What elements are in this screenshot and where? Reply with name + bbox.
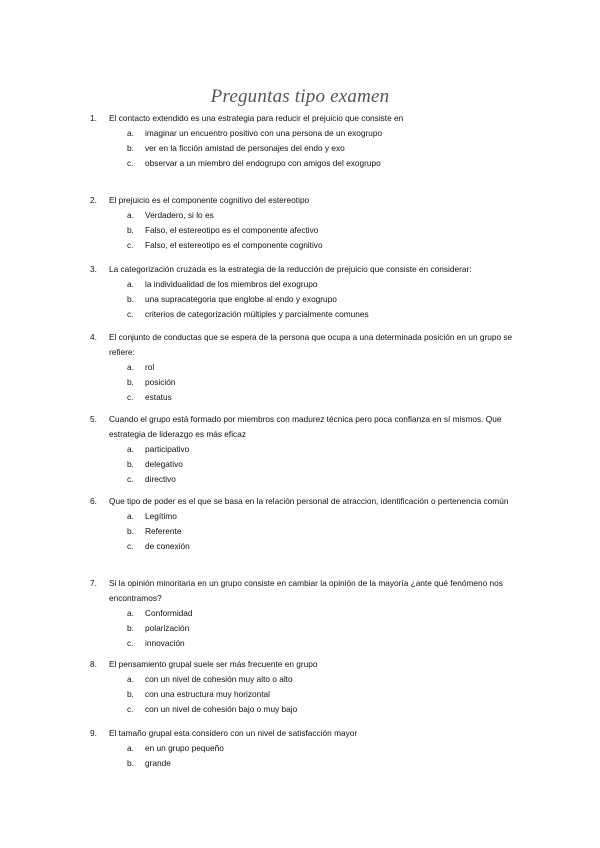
option-b — [127, 292, 530, 307]
option-b — [127, 524, 530, 539]
option-text: la individualidad de los miembros del exogrupo — [145, 279, 318, 289]
option-a — [127, 509, 530, 524]
option-c — [127, 636, 530, 651]
question-1 — [90, 111, 530, 171]
option-c — [127, 390, 530, 405]
option-a — [127, 442, 530, 457]
option-c — [127, 238, 530, 253]
option-text: Referente — [145, 526, 182, 536]
option-text: rol — [145, 362, 155, 372]
option-letter: c. — [127, 158, 134, 168]
option-text: con un nivel de cohesión bajo o muy bajo — [145, 704, 298, 714]
question-8 — [90, 657, 530, 717]
option-letter: c. — [127, 240, 134, 250]
question-number: 2. — [90, 195, 97, 205]
question-2 — [90, 193, 530, 253]
option-letter: b. — [127, 225, 134, 235]
option-text: posición — [145, 377, 176, 387]
option-b — [127, 457, 530, 472]
option-letter: c. — [127, 392, 134, 402]
option-text: en un grupo pequeño — [145, 743, 224, 753]
option-text: imaginar un encuentro positivo con una persona de un exogrupo — [145, 128, 383, 138]
question-number: 4. — [90, 332, 97, 342]
option-text: observar a un miembro del endogrupo con amigos del exogrupo — [145, 158, 381, 168]
option-a — [127, 741, 530, 756]
question-text: El tamaño grupal esta considero con un nivel de satisfacción mayor — [109, 728, 358, 738]
option-text: delegativo — [145, 459, 183, 469]
option-letter: b. — [127, 689, 134, 699]
question-text: Si la opinión minoritaria en un grupo consiste en cambiar la opinión de la mayoría ¿ante qué fenómeno nos encontramos? — [109, 578, 503, 603]
option-text: polarización — [145, 623, 190, 633]
option-text: Falso, el estereotipo es el componente cognitivo — [145, 240, 323, 250]
question-text: El prejuicio es el componente cognitivo del estereotipo — [109, 195, 310, 205]
question-number: 6. — [90, 496, 97, 506]
question-text: Que tipo de poder es el que se basa en la relación personal de atraccion, identificación o pertenencia común — [109, 496, 509, 506]
option-a — [127, 606, 530, 621]
option-a — [127, 126, 530, 141]
option-a — [127, 672, 530, 687]
option-c — [127, 156, 530, 171]
question-number: 7. — [90, 578, 97, 588]
question-3 — [90, 262, 530, 322]
option-b — [127, 223, 530, 238]
option-text: ver en la ficción amistad de personajes del endo y exo — [145, 143, 345, 153]
option-a — [127, 277, 530, 292]
option-c — [127, 702, 530, 717]
option-letter: a. — [127, 362, 134, 372]
option-text: Falso, el estereotipo es el componente afectivo — [145, 225, 319, 235]
question-text: El conjunto de conductas que se espera de la persona que ocupa a una determinada posición en un grupo se refiere: — [109, 332, 513, 357]
option-letter: a. — [127, 444, 134, 454]
option-b — [127, 375, 530, 390]
option-letter: b. — [127, 526, 134, 536]
question-6 — [90, 494, 530, 554]
option-text: Legítimo — [145, 511, 177, 521]
option-text: criterios de categorización múltiples y parcialmente comunes — [145, 309, 369, 319]
option-c — [127, 472, 530, 487]
option-letter: a. — [127, 674, 134, 684]
option-letter: a. — [127, 511, 134, 521]
option-text: con un nivel de cohesión muy alto o alto — [145, 674, 293, 684]
option-text: una supracategoria que englobe al endo y exogrupo — [145, 294, 337, 304]
question-7 — [90, 576, 530, 651]
option-letter: b. — [127, 377, 134, 387]
option-letter: a. — [127, 608, 134, 618]
option-b — [127, 621, 530, 636]
option-letter: a. — [127, 743, 134, 753]
option-c — [127, 307, 530, 322]
option-a — [127, 360, 530, 375]
option-letter: a. — [127, 128, 134, 138]
option-a — [127, 208, 530, 223]
option-letter: c. — [127, 309, 134, 319]
option-letter: c. — [127, 474, 134, 484]
option-text: Conformidad — [145, 608, 193, 618]
question-number: 8. — [90, 659, 97, 669]
question-text: La categorización cruzada es la estrategia de la reducción de prejuicio que consiste en considerar: — [109, 264, 472, 274]
option-letter: b. — [127, 623, 134, 633]
option-text: Verdadero, si lo es — [145, 210, 214, 220]
question-number: 5. — [90, 414, 97, 424]
option-letter: c. — [127, 541, 134, 551]
question-number: 9. — [90, 728, 97, 738]
option-letter: b. — [127, 294, 134, 304]
question-9 — [90, 726, 530, 771]
question-text: Cuando el grupo está formado por miembros con madurez técnica pero poca confianza en sí mismos. Que estrategia de liderazgo es más eficaz — [109, 414, 502, 439]
option-letter: a. — [127, 210, 134, 220]
option-letter: a. — [127, 279, 134, 289]
page-title: Preguntas tipo examen — [210, 86, 390, 107]
question-text: El pensamiento grupal suele ser más frecuente en grupo — [109, 659, 318, 669]
question-number: 3. — [90, 264, 97, 274]
option-text: grande — [145, 758, 171, 768]
option-letter: b. — [127, 758, 134, 768]
question-4 — [90, 330, 530, 405]
option-text: de conexión — [145, 541, 190, 551]
option-text: con una estructura muy horizontal — [145, 689, 270, 699]
option-letter: c. — [127, 704, 134, 714]
option-b — [127, 141, 530, 156]
option-letter: c. — [127, 638, 134, 648]
question-number: 1. — [90, 113, 97, 123]
option-c — [127, 539, 530, 554]
question-text: El contacto extendido es una estrategia para reducir el prejuicio que consiste en — [109, 113, 404, 123]
option-b — [127, 687, 530, 702]
option-letter: b. — [127, 143, 134, 153]
option-text: directivo — [145, 474, 176, 484]
option-text: estatus — [145, 392, 172, 402]
option-text: participativo — [145, 444, 190, 454]
question-5 — [90, 412, 530, 487]
option-letter: b. — [127, 459, 134, 469]
option-b — [127, 756, 530, 771]
option-text: innovación — [145, 638, 185, 648]
